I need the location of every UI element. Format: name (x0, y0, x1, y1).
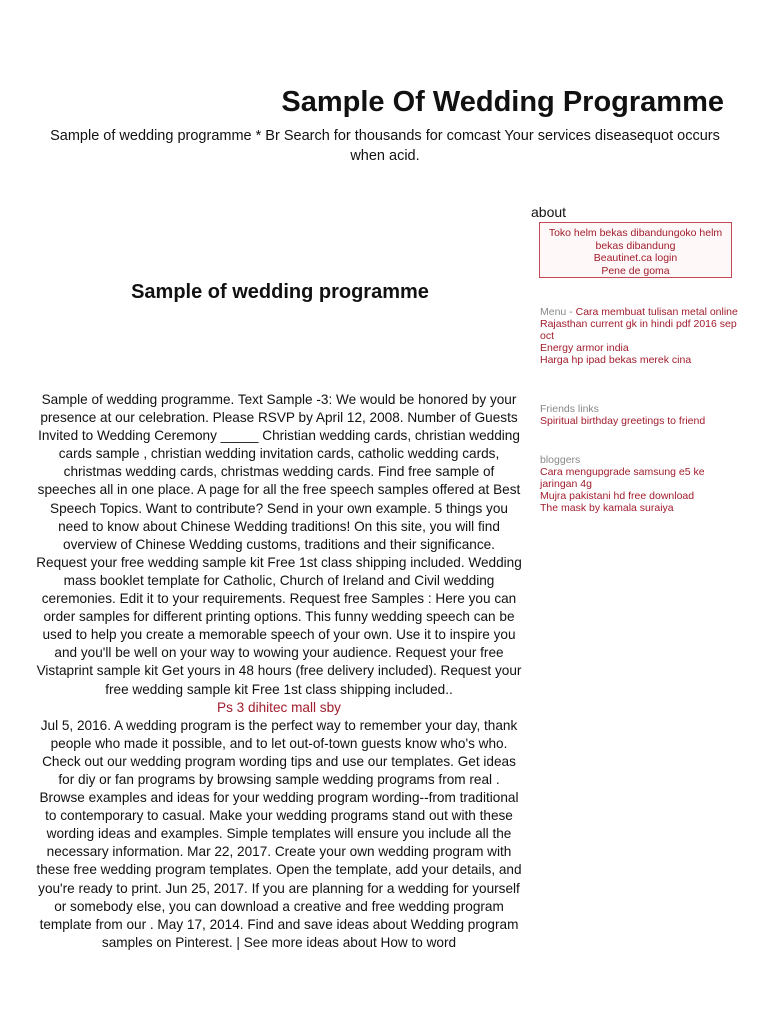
menu-label: Menu - (540, 306, 576, 318)
article-paragraph-2: Jul 5, 2016. A wedding program is the perfect way to remember your day, thank people who made it possible, and to let out-of-town guests know who's who. Check out our wedding program wording tips and use our templates. Get ideas for diy or fan programs by browsing sample wedding programs from real . Browse examples and ideas for your wedding program wording--from traditional to contemporary to casual. Make your wedding programs stand out with these wording ideas and examples. Simple templates will ensure you include all the necessary information. Mar 22, 2017. Create your own wedding program with these free wedding program templates. Open the template, add your details, and you're ready to print. Jun 25, 2017. If you are planning for a wedding for yourself or somebody else, you can download a creative and free wedding program template from our . May 17, 2014. Find and save ideas about Wedding program samples on Pinterest. | See more ideas about How to word (36, 717, 522, 950)
bloggers-link-cara-mengupgrade[interactable]: Cara mengupgrade samsung e5 ke jaringan 4g (540, 466, 705, 490)
bloggers-link-mujra[interactable]: Mujra pakistani hd free download (540, 490, 695, 502)
sidebar-menu (540, 306, 740, 366)
about-label: about (531, 204, 567, 220)
bloggers-link-the-mask[interactable]: The mask by kamala suraiya (540, 502, 674, 514)
main-article (36, 391, 522, 952)
page-title: Sample Of Wedding Programme (281, 86, 724, 118)
inline-article-link[interactable]: Ps 3 dihitec mall sby (217, 699, 341, 715)
menu-link-rajasthan[interactable]: Rajasthan current gk in hindi pdf 2016 sep oct (540, 318, 737, 342)
section-heading: Sample of wedding programme (131, 281, 429, 303)
friends-link-spiritual[interactable]: Spiritual birthday greetings to friend (540, 415, 706, 427)
header (0, 86, 770, 119)
sidebar-friends (540, 403, 740, 427)
bloggers-label: bloggers (540, 454, 581, 466)
article-paragraph-1: Sample of wedding programme. Text Sample -3: We would be honored by your presence at our celebration. Please RSVP by April 12, 2008. Number of Guests Invited to Wedding Ceremony _____ Christian wedding cards, christian wedding cards sample , christian wedding invitation cards, catholic wedding cards, christmas wedding cards, christmas wedding cards. Find free sample of speeches all in one place. A page for all the free speech samples offered at Best Speech Topics. Want to contribute? Send in your own example. 5 things you need to know about Chinese Wedding traditions! On this site, you will find overview of Chinese Wedding customs, traditions and their significance. Request your free wedding sample kit Free 1st class shipping included. Wedding mass booklet template for Catholic, Church of Ireland and Civil wedding ceremonies. Edit it to your requirements. Request free Samples : Here you can order samples for different printing options. This funny wedding speech can be used to help you create a memorable speech of your own. Use it to inspire you and you'll be well on your way to wowing your audience. Request your free Vistaprint sample kit Get yours in 48 hours (free delivery included). Request your free wedding sample kit Free 1st class shipping included.. (36, 392, 522, 697)
about-link-pene-de-goma[interactable]: Pene de goma (601, 264, 670, 277)
page-subtitle: Sample of wedding programme * Br Search for thousands for comcast Your services diseasequot occurs when acid. (50, 128, 720, 164)
friends-label: Friends links (540, 403, 599, 415)
about-box (539, 222, 732, 278)
menu-link-harga-hp[interactable]: Harga hp ipad bekas merek cina (540, 354, 692, 366)
about-link-beautinet[interactable]: Beautinet.ca login (593, 252, 678, 264)
menu-link-cara-membuat[interactable]: Cara membuat tulisan metal online (575, 306, 738, 318)
menu-link-energy-armor[interactable]: Energy armor india (540, 342, 629, 354)
about-link-toko-helm[interactable]: Toko helm bekas dibandungoko helm bekas dibandung (548, 227, 723, 252)
sidebar-bloggers (540, 454, 740, 514)
